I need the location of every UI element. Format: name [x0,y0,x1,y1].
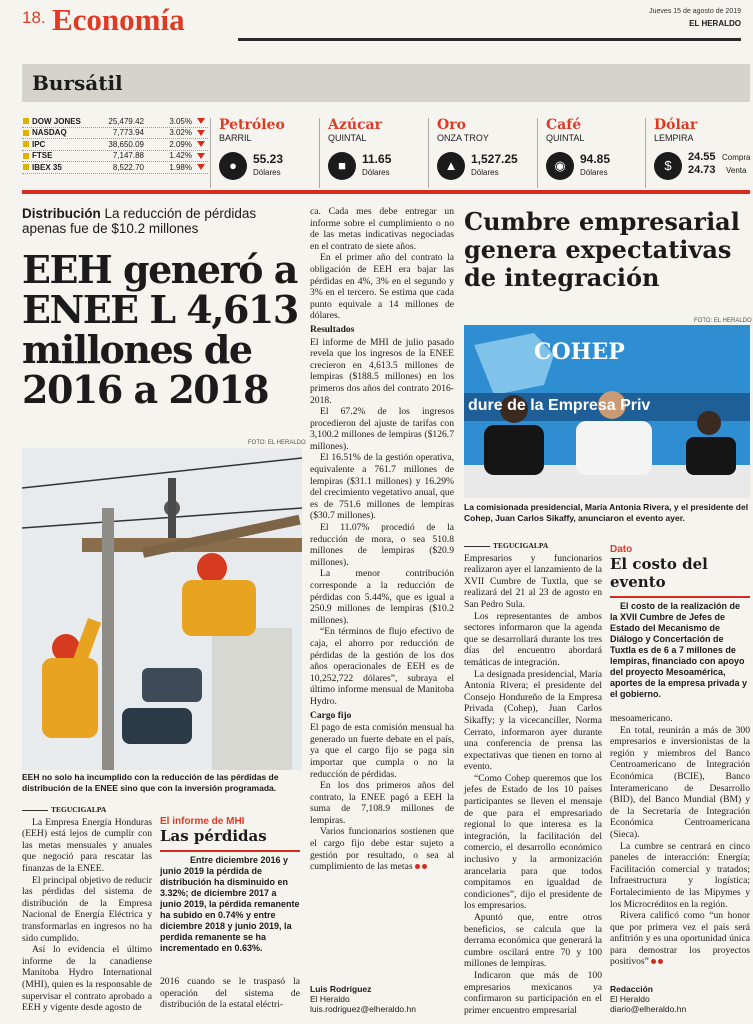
commodity-currency: Dólares [362,168,390,177]
stock-row [22,116,208,128]
down-arrow-icon [197,164,205,170]
stock-marker-icon [23,141,29,147]
paragraph: El pago de esta comisión mensual ha generado un fuerte debate en el país, ya que el cargo fijo se paga sin importar que cumpla o no la reducción de pérdidas. [310,722,454,780]
author-email: diario@elheraldo.hn [610,1004,687,1014]
right-headline: Cumbre empresarial genera expectativas de integración [464,207,740,292]
info-box-title: Las pérdidas [160,827,267,845]
author-name: Redacción [610,984,653,994]
stock-value: 38,650.09 [108,139,144,149]
paragraph: El 16.51% de la gestión operativa, equivalente a 761.7 millones de lempiras ($31.1 millones) y 16.29% del crecimiento vegetativo anual, que es de 751.6 millones de lempiras ($30.7 millones). [310,452,454,522]
author-org: El Heraldo [610,994,650,1004]
commodity-value: 1,527.25 [471,152,518,166]
paragraph: Así lo evidencia el último informe de la canadiense Manitoba Hydro International (MHI), quien es la responsable de supervisar el contrato aprobado a EEH y vigente desde agosto de [22,944,153,1014]
stock-name: FTSE [32,151,53,161]
coffee-bean-icon: ◉ [546,152,574,180]
commodity-name: Petróleo [219,117,285,133]
stock-value: 7,773.94 [112,128,144,138]
commodity-currency: Dólares [580,168,608,177]
kicker-text: La reducción de pérdidas apenas fue de $10.2 millones [22,206,257,236]
byline [310,984,454,1014]
subheading: Resultados [310,324,355,335]
commodity-azucar [319,118,424,188]
commodity-petroleo [210,118,315,188]
stock-list [22,116,208,174]
page-header [0,0,753,42]
paragraph: Apuntó que, entre otros beneficios, se calcula que la derrama económica que generará la cumbre oscilará entre 70 y 100 millones de lempiras. [464,912,602,970]
paragraph: En total, reunirán a más de 300 empresarios e inversionistas de la región y miembros del Banco Centroamericano de Integración Económica (BCIE), Banco Interamericano de Desarrollo (BID), del Banco Mundial (BM) y de la Secretaría de Integración Económica Centroamericana (Sieca). [610,724,750,840]
kicker-label: Distribución [22,206,101,221]
section-divider [22,190,750,194]
paragraph: En el primer año del contrato la obligación de EEH era bajar las pérdidas en 4%, 3% en el segundo y 3% en el tercero. Se estima que cada punto equivale a 14 millones de dólares. [310,252,454,322]
sugar-icon: ■ [328,152,356,180]
section-title: Economía [52,2,185,37]
paragraph: Varios funcionarios sostienen que el cargo fijo debe estar sujeto a gestión por resultado, o sea al cumplimiento de las metas [310,826,454,873]
info-box-text: El costo de la realización de la XVII Cumbre de Jefes de Estado del Mecanismo de Diálogo y Concertación de Tuxtla es de 6 a 7 millones de lempiras, financiado con apoyo del proyecto Mesoamérica, aportes de la empresa privada y el gobierno. [610,601,748,699]
stock-name: DOW JONES [32,116,81,126]
stock-marker-icon [23,118,29,124]
photo-credit: FOTO: EL HERALDO [248,440,306,446]
photo-credit: FOTO: EL HERALDO [694,318,752,324]
stock-marker-icon [23,130,29,136]
commodity-value: 55.23 [253,152,284,166]
info-box-mhi [160,816,300,954]
banner-logo: COHEP [534,339,625,365]
down-arrow-icon [197,141,205,147]
article-headline: EEH generó a ENEE L 4,613 millones de 2016 a 2018 [22,247,298,412]
right-column-2 [610,713,750,968]
paragraph: Indicaron que más de 100 empresarios mexicanos ya confirmaron su participación en el primer encuentro empresarial [464,969,602,1016]
paragraph: Los representantes de ambos sectores informaron que la agenda que se desarrollará durante los tres días del encuentro abordará temáticas de integración. [464,610,602,668]
stock-change: 3.05% [169,116,192,126]
down-arrow-icon [197,118,205,124]
commodity-currency: Dólares [471,168,499,177]
paragraph: El principal objetivo de reducir las pérdidas del sistema de distribución de la Empresa Nacional de Energía Eléctrica y transformarlas en ingresos no ha sido cumplido. [22,874,152,944]
dolar-sell: 24.73 [688,164,716,176]
byline [610,984,750,1014]
commodity-oro [428,118,533,188]
commodity-name: Azúcar [328,117,382,133]
right-column-1 [464,540,602,1016]
stock-name: IPC [32,139,46,149]
paragraph: La cumbre se centrará en cinco paneles de interacción: Energía; Facilitación comercial y tratados; Infraestructura y logística; Fortalecimiento de las Mipymes y los Microcréditos en la región. [610,840,750,910]
author-org: El Heraldo [310,994,350,1004]
paragraph: Empresarios y funcionarios realizaron ayer el lanzamiento de la XVII Cumbre de Tuxtla, que se realizará del 21 al 23 de agosto en San Pedro Sula. [464,552,602,610]
stock-marker-icon [23,164,29,170]
commodity-name: Dólar [654,117,698,133]
paragraph: El informe de MHI de julio pasado revela que los ingresos de la ENEE crecieron en 4,613.5 millones de lempiras ($188.5 millones) en los primeros dos años del contrato 2016-2018. [310,336,454,406]
stock-change: 1.98% [169,162,192,172]
stock-change: 1.42% [169,151,192,161]
oil-drop-icon: ● [219,152,247,180]
paragraph: En los dos primeros años del contrato, la ENEE pagó a EEH la suma de 7,108.9 millones de lempiras. [310,780,454,826]
info-box-text: Entre diciembre 2016 y junio 2019 la pérdida de distribución ha disminuido en 3.32%; de diciembre 2017 a junio 2019, la pérdida remanente ha subido en 0.74% y entre diciembre 2018 y junio 2019, la perdida remanente se ha incrementado en 0.63%. [160,855,300,953]
page-number: 18. [22,8,46,27]
dolar-buy: 24.55 [688,151,716,163]
photo-caption: La comisionada presidencial, María Antonia Rivera, y el presidente del Cohep, Juan Carlos Sikaffy, anunciaron el evento ayer. [464,502,749,523]
paragraph: “En términos de flujo efectivo de caja, el ahorro por reducción de pérdidas de la gestión de los dos años operacionales de EEH es de 10,252,722 dólares”, subraya el último informe mensual de Manitoba Hydro. [310,626,454,707]
dolar-sell-label: Venta [726,166,747,175]
commodity-name: Oro [437,117,466,133]
stock-value: 7,147.88 [112,151,144,161]
article-column-1 [22,804,152,1014]
dolar-buy-label: Compra [722,153,751,162]
paragraph: ca. Cada mes debe entregar un informe sobre el cumplimiento o no de las metas indicativas negociadas en el contrato de siete años. [310,206,454,252]
market-title: Bursátil [32,71,123,95]
commodity-unit: QUINTAL [328,133,367,143]
paragraph: mesoamericano. [610,713,673,724]
info-box-label: Dato [610,544,633,555]
banner-text: dure de la Empresa Priv [468,397,651,414]
author-name: Luis Rodríguez [310,984,372,994]
stock-name: NASDAQ [32,128,67,138]
commodity-value: 11.65 [362,152,392,166]
location-line: TEGUCIGALPA [464,540,602,552]
press-conference-photo [464,325,750,498]
article-kicker [22,206,302,236]
commodity-unit: ONZA TROY [437,133,489,143]
commodity-name: Café [546,117,582,133]
stock-value: 25,479.42 [108,116,144,126]
market-band [22,64,750,102]
paragraph: “Como Cohep queremos que los jefes de Estado de los 10 países participantes se lleven el mensaje de que para el empresariado regional lo que interesa es la integración, la facilitación del comercio, el desarrollo económico inclusivo y la armonización arancelaria para que todos compitamos en igualdad de condiciones”, dijo el presidente de los empresarios. [464,772,602,912]
stock-change: 3.02% [169,128,192,138]
commodity-unit: QUINTAL [546,133,585,143]
stock-row [22,162,208,174]
issue-date: Jueves 15 de agosto de 2019 [649,8,741,15]
dollar-icon: $ [654,152,682,180]
stock-marker-icon [23,153,29,159]
paragraph: La Empresa Energía Honduras (EEH) está lejos de cumplir con las metas mensuales y anuales que negoció para rescatar las finanzas de la ENEE. [22,816,152,874]
gold-bar-icon: ▲ [437,152,465,180]
commodity-currency: Dólares [253,168,281,177]
header-rule [238,38,741,41]
commodity-value: 94.85 [580,152,611,166]
paragraph: La menor contribución corresponde a la reducción de pérdidas con 5.44%, que es igual a 250.9 millones de lempiras ($10.2 millones). [310,568,454,626]
paragraph: La designada presidencial, María Antonia Rivera; el presidente del Consejo Hondureño de la Empresa Privada (Cohep), Juan Carlos Sikaffy; y la vicecanciller, Norma Cerrato, informaron ayer durante una conferencia de prensa las expectativas que tienen en torno al evento. [464,668,602,773]
subheading: Cargo fijo [310,710,352,721]
info-box-label: El informe de MHI [160,816,245,827]
stock-row [22,128,208,140]
stock-row [22,151,208,163]
commodity-unit: BARRIL [219,133,252,143]
stock-value: 8,522.70 [112,162,144,172]
article-column-3 [310,206,454,873]
newspaper-name: EL HERALDO [689,19,741,28]
stock-name: IBEX 35 [32,162,62,172]
location-line: TEGUCIGALPA [22,804,152,816]
stock-row [22,139,208,151]
down-arrow-icon [197,130,205,136]
paragraph: El 11.07% procedió de la reducción de mora, o sea 510.8 millones de lempiras ($20.9 millones). [310,522,454,568]
stock-change: 2.09% [169,139,192,149]
photo-caption: EEH no solo ha incumplido con la reducción de las pérdidas de distribución de la ENEE sino que con la inversión programada. [22,772,279,793]
paragraph: El 67.2% de los ingresos procedieron del ajuste de tarifas con 3,100.2 millones de lempiras ($126.7 millones). [310,406,454,452]
author-email: luis.rodriguez@elheraldo.hn [310,1004,416,1014]
commodity-dolar [645,118,750,188]
down-arrow-icon [197,153,205,159]
info-box-dato [610,544,750,700]
electric-workers-photo [22,448,302,770]
article-column-2: 2016 cuando se le traspasó la operación del sistema de distribución de la estatal eléctri- [160,976,300,1011]
info-box-title: El costo del evento [610,555,708,591]
commodity-unit: LEMPIRA [654,133,694,143]
paragraph: Rivera calificó como “un honor que por primera vez el país será anfitrión y es una oportunidad única para demostrar los proyectos positivos” [610,910,750,968]
commodity-cafe [537,118,642,188]
